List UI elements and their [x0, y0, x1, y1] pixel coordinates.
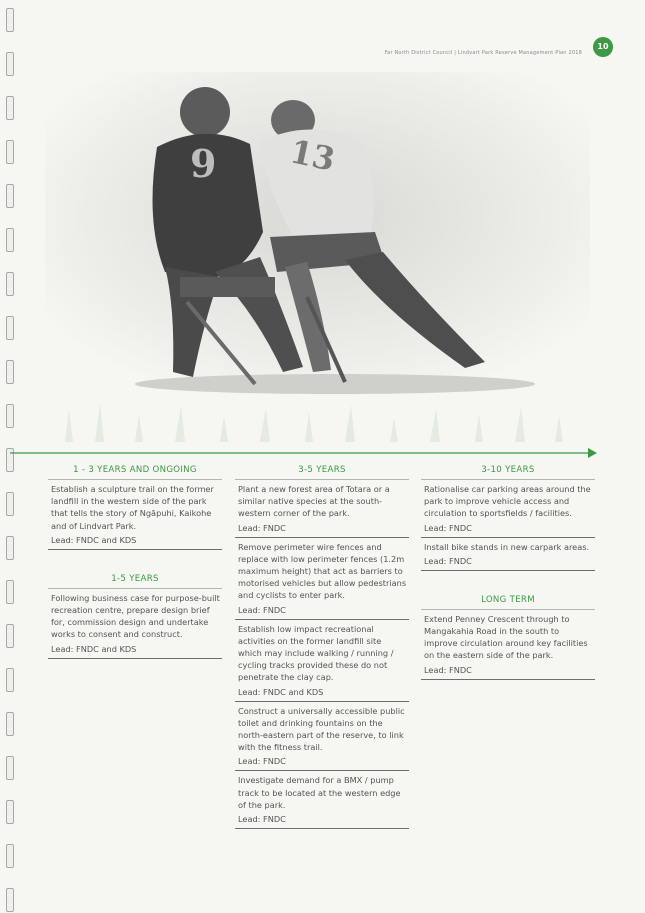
- action-description: Extend Penney Crescent through to Mangakahia Road in the south to improve circulation around key facilities on the eastern side of the park.: [424, 613, 588, 661]
- action-item: [48, 589, 222, 659]
- action-lead: Lead: FNDC: [424, 522, 472, 533]
- binding-ring: [6, 316, 14, 340]
- action-item: [421, 610, 595, 680]
- action-description: Establish low impact recreational activities on the former landfill site which may include walking / running / cycling tracks provided these do not penetrate the clay cap.: [238, 623, 394, 683]
- phase-title: 1-5 YEARS: [48, 574, 222, 589]
- action-description: Construct a universally accessible public toilet and drinking fountains on the north-eastern part of the reserve, to link with the fitness trail.: [238, 705, 405, 753]
- action-lead: Lead: FNDC and KDS: [238, 686, 324, 697]
- binding-ring: [6, 360, 14, 384]
- action-lead: Lead: FNDC: [238, 814, 286, 825]
- binding-ring: [6, 888, 14, 912]
- action-description: Plant a new forest area of Totara or a similar native species at the south-western corner of the park.: [238, 484, 390, 519]
- action-lead: Lead: FNDC: [238, 604, 286, 615]
- action-lead: Lead: FNDC and KDS: [51, 643, 137, 654]
- phase-block: [421, 465, 595, 571]
- phase-block: [235, 465, 409, 829]
- action-lead: Lead: FNDC: [238, 522, 286, 533]
- action-description: Install bike stands in new carpark areas.: [424, 541, 590, 552]
- column-short-term: [48, 465, 222, 683]
- hockey-players-photo: [45, 72, 590, 394]
- action-description: Establish a sculpture trail on the former landfill in the western side of the park that tells the story of Ngāpuhi, Kaikohe and of Lindvart Park.: [51, 484, 214, 531]
- column-long-term: [421, 465, 595, 704]
- binding-ring: [6, 96, 14, 120]
- phase-title: LONG TERM: [421, 595, 595, 610]
- binding-ring: [6, 844, 14, 868]
- jersey-number-left: 9: [190, 141, 217, 186]
- action-item: [235, 480, 409, 538]
- running-header: Far North District Council | Lindvart Park Reserve Management Plan 2018: [384, 50, 582, 56]
- phase-title: 3-10 YEARS: [421, 465, 595, 480]
- binding-ring: [6, 712, 14, 736]
- binding-ring: [6, 52, 14, 76]
- action-lead: Lead: FNDC and KDS: [51, 534, 137, 545]
- action-lead: Lead: FNDC: [424, 664, 472, 675]
- action-item: [421, 480, 595, 538]
- phase-block: [48, 465, 222, 550]
- binding-ring: [6, 756, 14, 780]
- action-lead: Lead: FNDC: [424, 555, 472, 566]
- action-lead: Lead: FNDC: [238, 756, 286, 767]
- binding-ring: [6, 272, 14, 296]
- column-medium-term: [235, 465, 409, 853]
- action-item: [235, 538, 409, 620]
- phase-title: 3-5 YEARS: [235, 465, 409, 480]
- phase-block: [48, 574, 222, 659]
- action-description: Rationalise car parking areas around the park to improve vehicle access and circulation to sportsfields / facilities.: [424, 484, 591, 519]
- action-description: Investigate demand for a BMX / pump track to be located at the western edge of the park.: [238, 775, 401, 810]
- action-description: Remove perimeter wire fences and replace with low perimeter fences (1.2m maximum height) that act as barriers to motorised vehicles but allow pedestrians and cyclists to enter park.: [238, 541, 407, 601]
- binding-ring: [6, 140, 14, 164]
- binding-ring: [6, 800, 14, 824]
- page-number-badge: 10: [593, 37, 613, 57]
- action-item: [421, 538, 595, 571]
- action-item: [48, 480, 222, 550]
- action-description: Following business case for purpose-built recreation centre, prepare design brief for, commission design and undertake works to consent and construct.: [51, 592, 220, 640]
- binding-ring: [6, 624, 14, 648]
- binding-ring: [6, 668, 14, 692]
- timeline-arrow: [10, 446, 598, 460]
- binding-ring: [6, 404, 14, 428]
- binding-ring: [6, 8, 14, 32]
- action-item: [235, 702, 409, 772]
- binding-ring: [6, 228, 14, 252]
- action-item: [235, 620, 409, 702]
- phase-block: [421, 595, 595, 680]
- grass-illustration: [55, 402, 585, 444]
- jersey-number-right: 13: [286, 132, 339, 179]
- binding-ring: [6, 580, 14, 604]
- binding-ring: [6, 492, 14, 516]
- phase-title: 1 - 3 YEARS AND ONGOING: [48, 465, 222, 480]
- binding-ring: [6, 184, 14, 208]
- binding-ring: [6, 536, 14, 560]
- action-item: [235, 771, 409, 829]
